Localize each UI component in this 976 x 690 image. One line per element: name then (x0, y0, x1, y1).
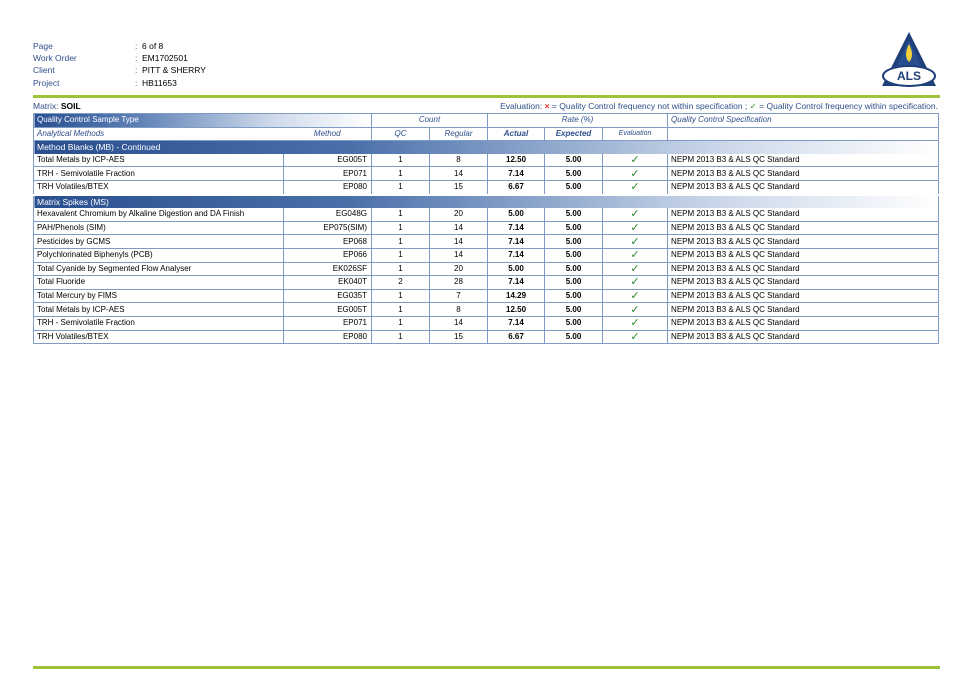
qc-specification: NEPM 2013 B3 & ALS QC Standard (668, 208, 939, 221)
check-icon: ✓ (603, 276, 668, 290)
project-value: HB11653 (142, 77, 177, 88)
top-divider (33, 95, 940, 98)
table-row (34, 221, 939, 235)
table-row (34, 276, 939, 290)
qc-specification: NEPM 2013 B3 & ALS QC Standard (668, 262, 939, 276)
expected-rate: 5.00 (545, 330, 603, 344)
header-field-client: Client : PITT & SHERRY (33, 65, 206, 77)
actual-rate: 14.29 (488, 289, 545, 303)
header-field-work-order: Work Order : EM1702501 (33, 53, 206, 65)
expected-rate: 5.00 (545, 276, 603, 290)
table-row (34, 248, 939, 262)
qc-specification: NEPM 2013 B3 & ALS QC Standard (668, 154, 939, 167)
check-icon: ✓ (603, 208, 668, 221)
table-row (34, 330, 939, 344)
table-row (34, 262, 939, 276)
analysis-name: Total Mercury by FIMS (34, 289, 284, 303)
expected-rate: 5.00 (545, 262, 603, 276)
expected-rate: 5.00 (545, 221, 603, 235)
qc-count: 2 (372, 276, 430, 290)
method-code: EG048G (284, 208, 372, 221)
method-code: EP071 (284, 167, 372, 181)
qc-specification: NEPM 2013 B3 & ALS QC Standard (668, 235, 939, 249)
analysis-name: TRH Volatiles/BTEX (34, 180, 284, 194)
table-row (34, 167, 939, 181)
regular-count: 20 (430, 262, 488, 276)
expected-rate: 5.00 (545, 235, 603, 249)
method-code: EP071 (284, 316, 372, 330)
regular-count: 28 (430, 276, 488, 290)
als-logo (878, 30, 940, 90)
header-field-project: Project : HB11653 (33, 78, 206, 90)
check-icon: ✓ (603, 316, 668, 330)
cross-icon: × (544, 101, 550, 111)
regular-count: 14 (430, 316, 488, 330)
analysis-name: Total Metals by ICP-AES (34, 303, 284, 317)
analysis-name: Polychlorinated Biphenyls (PCB) (34, 248, 284, 262)
method-code: EG005T (284, 303, 372, 317)
expected-rate: 5.00 (545, 316, 603, 330)
client-value: PITT & SHERRY (142, 65, 206, 76)
qc-count: 1 (372, 289, 430, 303)
regular-count: 15 (430, 330, 488, 344)
qc-count: 1 (372, 330, 430, 344)
check-icon: ✓ (603, 262, 668, 276)
analysis-name: PAH/Phenols (SIM) (34, 221, 284, 235)
qc-specification: NEPM 2013 B3 & ALS QC Standard (668, 167, 939, 181)
qc-frequency-table (33, 113, 939, 344)
analysis-name: Pesticides by GCMS (34, 235, 284, 249)
regular-header: Regular (430, 127, 488, 141)
actual-rate: 5.00 (488, 208, 545, 221)
qc-specification: NEPM 2013 B3 & ALS QC Standard (668, 180, 939, 194)
expected-rate: 5.00 (545, 180, 603, 194)
analysis-name: Total Cyanide by Segmented Flow Analyser (34, 262, 284, 276)
actual-rate: 6.67 (488, 180, 545, 194)
section-title: Matrix Spikes (MS) (34, 195, 939, 209)
qc-count: 1 (372, 221, 430, 235)
check-icon: ✓ (603, 235, 668, 249)
method-code: EP068 (284, 235, 372, 249)
table-row (34, 303, 939, 317)
method-code: EK040T (284, 276, 372, 290)
regular-count: 14 (430, 235, 488, 249)
regular-count: 7 (430, 289, 488, 303)
rate-header: Rate (%) (488, 114, 668, 128)
bottom-divider (33, 666, 940, 669)
expected-rate: 5.00 (545, 208, 603, 221)
table-row (34, 235, 939, 249)
actual-header: Actual (488, 127, 545, 141)
qc-count: 1 (372, 180, 430, 194)
table-row (34, 316, 939, 330)
work-order-value: EM1702501 (142, 53, 188, 64)
qc-count: 1 (372, 208, 430, 221)
actual-rate: 7.14 (488, 276, 545, 290)
analysis-name: Total Metals by ICP-AES (34, 154, 284, 167)
method-code: EP080 (284, 330, 372, 344)
qc-spec-header: Quality Control Specification (668, 114, 939, 128)
expected-rate: 5.00 (545, 167, 603, 181)
expected-header: Expected (545, 127, 603, 141)
method-code: EP080 (284, 180, 372, 194)
page-number: 6 of 8 (142, 41, 164, 51)
actual-rate: 6.67 (488, 330, 545, 344)
regular-count: 15 (430, 180, 488, 194)
expected-rate: 5.00 (545, 154, 603, 167)
method-code: EG005T (284, 154, 372, 167)
actual-rate: 7.14 (488, 248, 545, 262)
qc-count: 1 (372, 262, 430, 276)
regular-count: 14 (430, 167, 488, 181)
check-icon: ✓ (603, 154, 668, 167)
check-icon: ✓ (603, 167, 668, 181)
method-header: Method (284, 127, 372, 141)
qc-specification: NEPM 2013 B3 & ALS QC Standard (668, 248, 939, 262)
header-field-page: Page : 6 of 8 (33, 41, 206, 53)
qc-header: QC (372, 127, 430, 141)
qc-count: 1 (372, 235, 430, 249)
matrix-value: SOIL (60, 101, 81, 111)
regular-count: 14 (430, 221, 488, 235)
regular-count: 8 (430, 154, 488, 167)
analysis-name: Total Fluoride (34, 276, 284, 290)
count-header: Count (372, 114, 488, 128)
regular-count: 14 (430, 248, 488, 262)
actual-rate: 7.14 (488, 235, 545, 249)
table-row (34, 289, 939, 303)
matrix-label: Matrix: SOIL (33, 101, 81, 111)
qc-count: 1 (372, 248, 430, 262)
qc-specification: NEPM 2013 B3 & ALS QC Standard (668, 330, 939, 344)
qc-specification: NEPM 2013 B3 & ALS QC Standard (668, 316, 939, 330)
check-icon: ✓ (749, 101, 757, 111)
qc-count: 1 (372, 154, 430, 167)
table-row (34, 180, 939, 194)
check-icon: ✓ (603, 180, 668, 194)
evaluation-legend: Evaluation: × = Quality Control frequency not within specification ; ✓ = Quality Control frequency within specification. (500, 101, 938, 111)
method-code: EG035T (284, 289, 372, 303)
actual-rate: 5.00 (488, 262, 545, 276)
logo-text: ALS (897, 69, 921, 83)
qc-count: 1 (372, 303, 430, 317)
analysis-name: Hexavalent Chromium by Alkaline Digestion and DA Finish (34, 208, 284, 221)
qc-count: 1 (372, 316, 430, 330)
check-icon: ✓ (603, 248, 668, 262)
qc-sample-type-header: Quality Control Sample Type (34, 114, 372, 128)
regular-count: 20 (430, 208, 488, 221)
actual-rate: 7.14 (488, 167, 545, 181)
qc-specification: NEPM 2013 B3 & ALS QC Standard (668, 289, 939, 303)
actual-rate: 12.50 (488, 154, 545, 167)
analysis-name: TRH - Semivolatile Fraction (34, 316, 284, 330)
check-icon: ✓ (603, 330, 668, 344)
regular-count: 8 (430, 303, 488, 317)
qc-count: 1 (372, 167, 430, 181)
section-header (34, 195, 939, 209)
actual-rate: 7.14 (488, 221, 545, 235)
actual-rate: 12.50 (488, 303, 545, 317)
check-icon: ✓ (603, 221, 668, 235)
method-code: EK026SF (284, 262, 372, 276)
analytical-methods-header: Analytical Methods (34, 127, 284, 141)
qc-specification: NEPM 2013 B3 & ALS QC Standard (668, 276, 939, 290)
expected-rate: 5.00 (545, 248, 603, 262)
actual-rate: 7.14 (488, 316, 545, 330)
table-row (34, 154, 939, 167)
check-icon: ✓ (603, 289, 668, 303)
qc-specification: NEPM 2013 B3 & ALS QC Standard (668, 221, 939, 235)
qc-specification: NEPM 2013 B3 & ALS QC Standard (668, 303, 939, 317)
expected-rate: 5.00 (545, 289, 603, 303)
analysis-name: TRH - Semivolatile Fraction (34, 167, 284, 181)
expected-rate: 5.00 (545, 303, 603, 317)
section-title: Method Blanks (MB) - Continued (34, 141, 939, 154)
method-code: EP066 (284, 248, 372, 262)
report-header (33, 41, 206, 90)
method-code: EP075(SIM) (284, 221, 372, 235)
evaluation-header: Evaluation (603, 127, 668, 141)
table-row (34, 208, 939, 221)
section-header (34, 141, 939, 154)
analysis-name: TRH Volatiles/BTEX (34, 330, 284, 344)
check-icon: ✓ (603, 303, 668, 317)
